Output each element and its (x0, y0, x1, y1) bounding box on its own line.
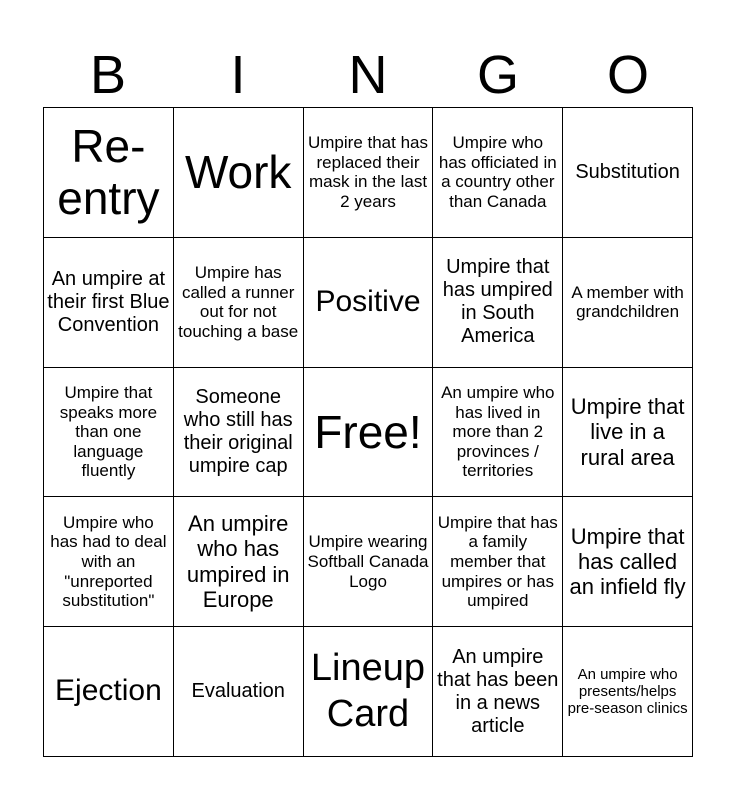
header-letter-b: B (89, 45, 127, 105)
bingo-cell[interactable]: Work (174, 108, 304, 238)
header-letter-i: I (230, 45, 246, 105)
bingo-cell[interactable]: Umpire wearing Softball Canada Logo (304, 497, 434, 627)
bingo-cell[interactable]: Substitution (563, 108, 693, 238)
bingo-cell[interactable]: Umpire that has umpired in South America (433, 238, 563, 368)
bingo-cell[interactable]: Umpire that live in a rural area (563, 368, 693, 498)
bingo-cell[interactable]: An umpire at their first Blue Convention (44, 238, 174, 368)
bingo-cell[interactable]: Umpire who has had to deal with an "unreported substitution" (44, 497, 174, 627)
bingo-cell[interactable]: Umpire has called a runner out for not touching a base (174, 238, 304, 368)
bingo-cell[interactable]: Umpire that speaks more than one language fluently (44, 368, 174, 498)
bingo-header (43, 42, 693, 108)
header-letter-o: O (606, 45, 649, 105)
bingo-cell[interactable]: Ejection (44, 627, 174, 757)
bingo-cell[interactable]: An umpire who has lived in more than 2 provinces / territories (433, 368, 563, 498)
bingo-cell[interactable]: Umpire that has called an infield fly (563, 497, 693, 627)
bingo-cell[interactable]: Lineup Card (304, 627, 434, 757)
bingo-card-grid (43, 107, 693, 757)
bingo-cell[interactable]: Evaluation (174, 627, 304, 757)
bingo-cell[interactable]: Positive (304, 238, 434, 368)
bingo-cell[interactable]: An umpire who has umpired in Europe (174, 497, 304, 627)
bingo-cell-free[interactable]: Free! (304, 368, 434, 498)
header-letter-n: N (348, 45, 388, 105)
bingo-cell[interactable]: Umpire who has officiated in a country other than Canada (433, 108, 563, 238)
bingo-cell[interactable]: An umpire that has been in a news article (433, 627, 563, 757)
header-letter-g: G (476, 45, 519, 105)
bingo-cell[interactable]: A member with grandchildren (563, 238, 693, 368)
bingo-cell[interactable]: Umpire that has replaced their mask in the last 2 years (304, 108, 434, 238)
bingo-cell[interactable]: Someone who still has their original umpire cap (174, 368, 304, 498)
bingo-cell[interactable]: An umpire who presents/helps pre-season clinics (563, 627, 693, 757)
bingo-cell[interactable]: Umpire that has a family member that umpires or has umpired (433, 497, 563, 627)
bingo-cell[interactable]: Re-entry (44, 108, 174, 238)
